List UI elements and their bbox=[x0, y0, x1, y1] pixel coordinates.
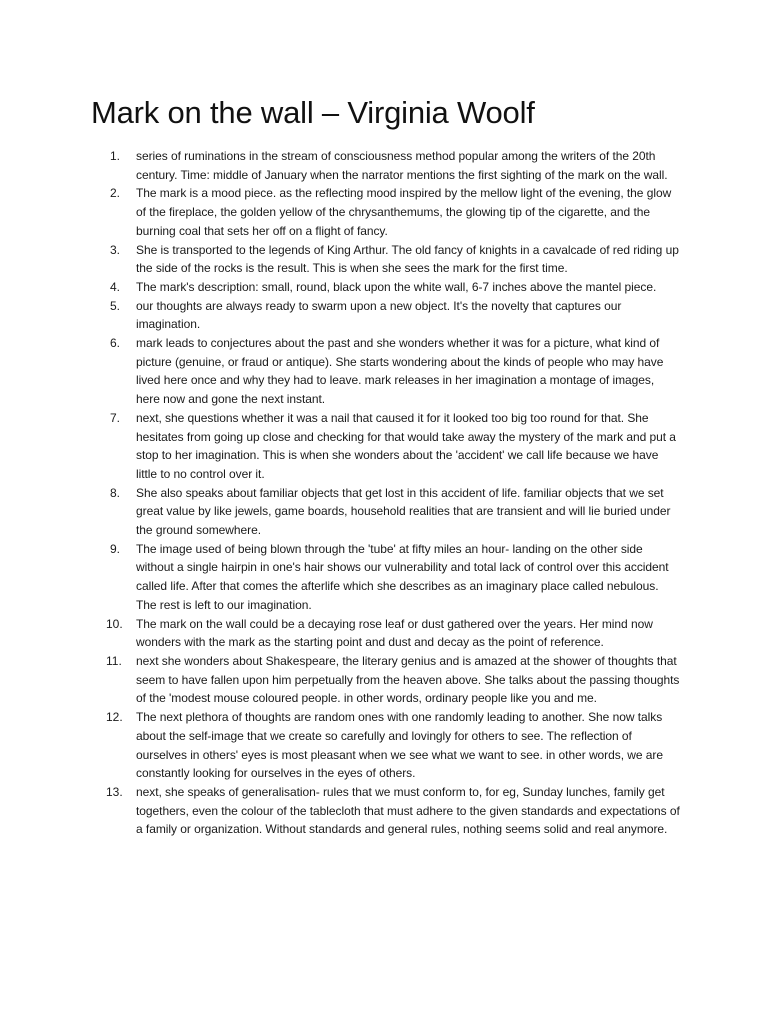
item-number: 3. bbox=[110, 242, 121, 257]
item-text: The next plethora of thoughts are random ones with one randomly leading to another. She now talks about the self-image that we create so carefully and lovingly for others to see. The reflection of ourselves in others' eyes is most pleasant when we see what we want to see. in other words, we are constantly looking for ourselves in the eyes of others. bbox=[136, 710, 663, 781]
item-text: next, she speaks of generalisation- rules that we must conform to, for eg, Sunday lunches, family get togethers, even the colour of the tablecloth that must adhere to the given standards and expectations of a family or organization. Without standards and general rules, nothing seems solid and real anymore. bbox=[136, 784, 680, 837]
item-text: She is transported to the legends of King Arthur. The old fancy of knights in a cavalcade of red riding up the side of the rocks is the result. This is when she sees the mark for the first time. bbox=[136, 242, 679, 276]
item-text: She also speaks about familiar objects that get lost in this accident of life. familiar objects that we set great value by like jewels, game boards, household realities that are transient and will lie buried under the ground somewhere. bbox=[136, 485, 671, 538]
item-text: series of ruminations in the stream of consciousness method popular among the writers of the 20th century. Time: middle of January when the narrator mentions the first sighting of the mark on the wall. bbox=[136, 149, 668, 182]
item-number: 6. bbox=[110, 336, 121, 351]
item-number: 5. bbox=[110, 298, 121, 313]
item-number: 8. bbox=[110, 485, 121, 500]
item-number: 13. bbox=[106, 784, 123, 799]
item-number: 11. bbox=[106, 653, 122, 668]
list-item bbox=[110, 409, 681, 484]
list-item bbox=[110, 540, 681, 615]
item-text: next she wonders about Shakespeare, the literary genius and is amazed at the shower of thoughts that seem to have fallen upon him perpetually from the heaven above. She talks about the passing thoughts of the 'modest mouse coloured people. in other words, ordinary people like you and me. bbox=[136, 653, 680, 706]
item-text: The mark is a mood piece. as the reflecting mood inspired by the mellow light of the evening, the glow of the fireplace, the golden yellow of the chrysanthemums, the glowing tip of the cigarette, and the burning coal that sets her off on a flight of fancy. bbox=[136, 186, 672, 238]
list-item bbox=[106, 652, 681, 708]
list-item bbox=[110, 278, 681, 297]
item-text: next, she questions whether it was a nail that caused it for it looked too big too round for that. She hesitates from going up close and checking for that would take away the mystery of the mark and put a stop to her imagination. This is when she wonders about the 'accident' we call life because we have little to no control over it. bbox=[136, 410, 676, 481]
list-item bbox=[106, 615, 681, 652]
item-number: 9. bbox=[110, 541, 121, 556]
list-item bbox=[106, 708, 681, 783]
item-number: 7. bbox=[110, 410, 121, 425]
item-text: The mark on the wall could be a decaying rose leaf or dust gathered over the years. Her mind now wonders with the mark as the starting point and dust and decay as the point of reference. bbox=[136, 616, 653, 650]
item-text: mark leads to conjectures about the past and she wonders whether it was for a picture, what kind of picture (genuine, or fraud or antique). She starts wondering about the kinds of people who may have lived here once and why they had to leave. mark releases in her imagination a montage of images, here now and gone the next instant. bbox=[136, 336, 664, 407]
document-title: Mark on the wall – Virginia Woolf bbox=[91, 95, 535, 130]
item-number: 10. bbox=[106, 616, 123, 631]
item-number: 1. bbox=[110, 149, 121, 163]
item-number: 4. bbox=[110, 279, 121, 294]
item-text: The image used of being blown through the 'tube' at fifty miles an hour- landing on the other side without a single hairpin in one's hair shows our vulnerability and total lack of control over this accident called life. After that comes the afterlife which she describes as an imaginary place called nebulous. The rest is left to our imagination. bbox=[136, 541, 669, 612]
item-number: 2. bbox=[110, 186, 121, 201]
list-item bbox=[110, 241, 681, 278]
item-text: The mark's description: small, round, black upon the white wall, 6-7 inches above the mantel piece. bbox=[136, 279, 657, 294]
list-item bbox=[106, 783, 681, 839]
list-item bbox=[110, 297, 681, 334]
list-item bbox=[110, 334, 681, 409]
list-item bbox=[110, 184, 681, 240]
item-number: 12. bbox=[106, 710, 123, 725]
list-item bbox=[110, 484, 681, 540]
rumination-list bbox=[106, 147, 681, 839]
list-item bbox=[110, 147, 681, 184]
item-text: our thoughts are always ready to swarm upon a new object. It's the novelty that captures our imagination. bbox=[136, 298, 622, 332]
